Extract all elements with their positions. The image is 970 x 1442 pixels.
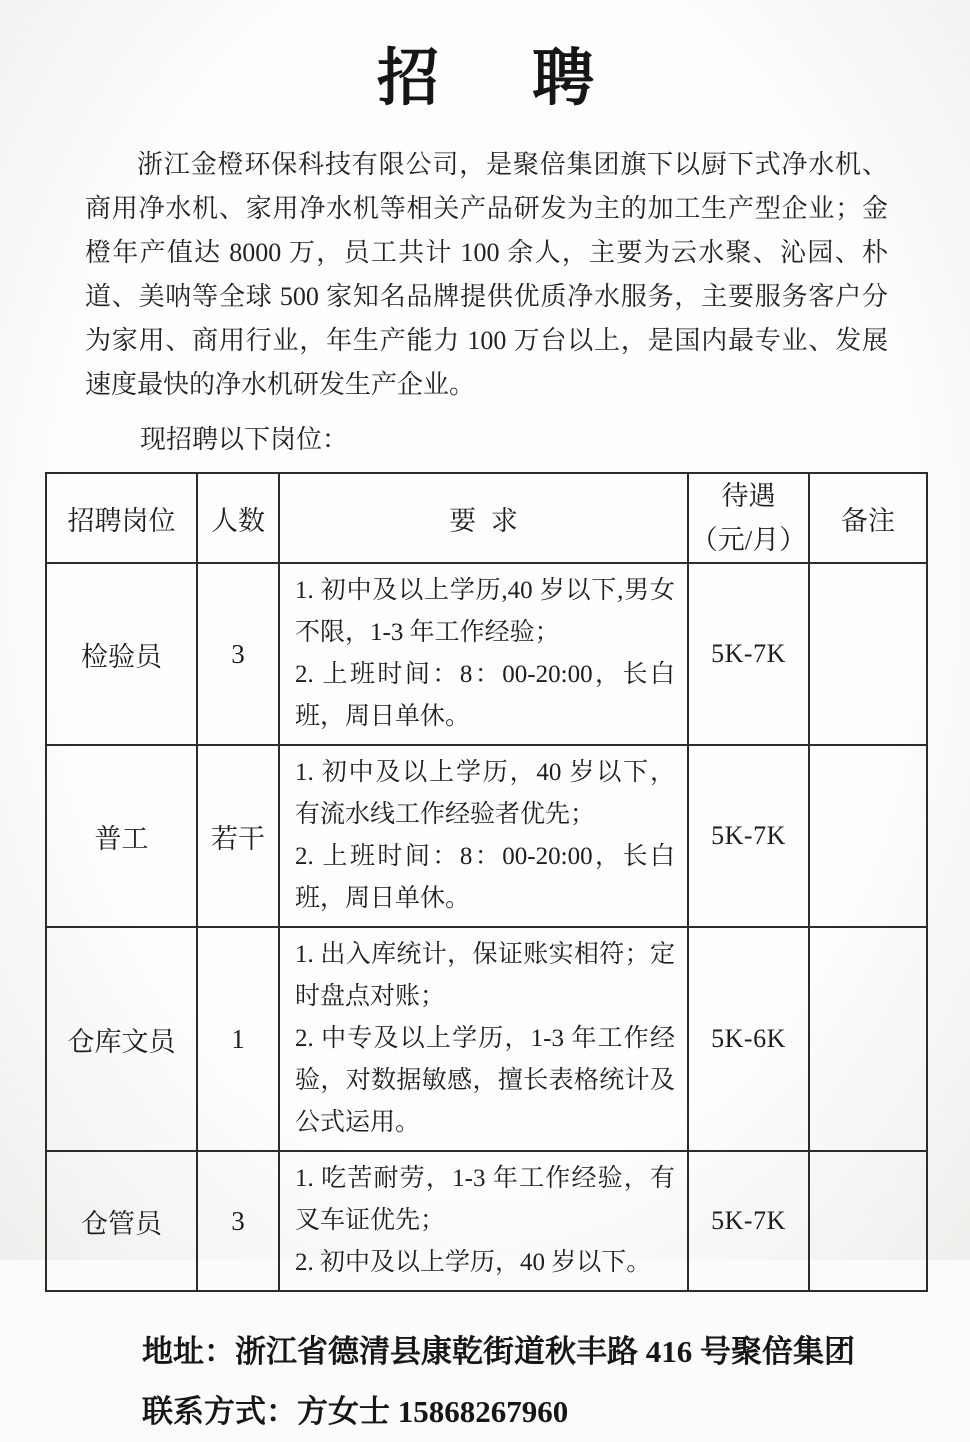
requirement-item: 2. 上班时间：8：00-20:00，长白班，周日单休。 bbox=[295, 843, 675, 912]
col-header-position: 招聘岗位 bbox=[46, 473, 197, 563]
salary-cell: 5K-7K bbox=[688, 745, 809, 927]
count-cell: 1 bbox=[197, 927, 279, 1151]
remark-cell bbox=[809, 745, 927, 927]
requirement-item: 1. 吃苦耐劳，1-3 年工作经验，有叉车证优先； bbox=[295, 1165, 675, 1234]
table-row-warehouse-keeper bbox=[46, 1151, 927, 1291]
requirement-item: 2. 初中及以上学历，40 岁以下。 bbox=[295, 1249, 652, 1276]
count-cell: 3 bbox=[197, 563, 279, 745]
position-cell: 普工 bbox=[46, 745, 197, 927]
salary-cell: 5K-6K bbox=[688, 927, 809, 1151]
position-cell: 仓管员 bbox=[46, 1151, 197, 1291]
requirements-cell bbox=[279, 563, 688, 745]
requirements-cell bbox=[279, 927, 688, 1151]
table-row-warehouse-clerk bbox=[46, 927, 927, 1151]
col-header-salary bbox=[688, 473, 809, 563]
requirement-item: 1. 初中及以上学历，40 岁以下，有流水线工作经验者优先； bbox=[295, 759, 675, 828]
requirements-cell bbox=[279, 1151, 688, 1291]
remark-cell bbox=[809, 563, 927, 745]
requirements-cell bbox=[279, 745, 688, 927]
remark-cell bbox=[809, 1151, 927, 1291]
footer-address: 地址：浙江省德清县康乾街道秋丰路 416 号聚倍集团 bbox=[142, 1334, 855, 1369]
salary-cell: 5K-7K bbox=[688, 1151, 809, 1291]
footer-contact: 联系方式：方女士 15868267960 bbox=[142, 1394, 569, 1429]
col-header-count: 人数 bbox=[197, 473, 279, 563]
requirement-item: 2. 中专及以上学历，1-3 年工作经验，对数据敏感，擅长表格统计及公式运用。 bbox=[295, 1025, 675, 1136]
footer bbox=[142, 1322, 926, 1442]
salary-header-unit: （元/月） bbox=[690, 525, 807, 555]
col-header-requirements: 要求 bbox=[279, 473, 688, 563]
page-title: 招聘 bbox=[376, 45, 687, 113]
company-intro-paragraph: 浙江金橙环保科技有限公司，是聚倍集团旗下以厨下式净水机、商用净水机、家用净水机等相关产品研发为主的加工生产型企业；金橙年产值达 8000 万，员工共计 100 余人，主要为云水聚、沁园、朴道、美呐等全球 500 家知名品牌提供优质净水服务，主要服务客户分为家用、商用行业，年生产能力 100 万台以上，是国内最专业、发展速度最快的净水机研发生产企业。 bbox=[85, 150, 888, 399]
salary-header-title: 待遇 bbox=[721, 481, 776, 511]
count-cell: 3 bbox=[197, 1151, 279, 1291]
table-header-row bbox=[46, 473, 927, 563]
requirement-item: 1. 出入库统计，保证账实相符；定时盘点对账； bbox=[295, 941, 675, 1010]
position-cell: 检验员 bbox=[46, 563, 197, 745]
requirement-item: 1. 初中及以上学历,40 岁以下,男女不限，1-3 年工作经验； bbox=[295, 577, 675, 646]
positions-intro-line: 现招聘以下岗位： bbox=[140, 425, 349, 454]
position-cell: 仓库文员 bbox=[46, 927, 197, 1151]
salary-cell: 5K-7K bbox=[688, 563, 809, 745]
table-row-inspector bbox=[46, 563, 927, 745]
table-row-general-worker bbox=[46, 745, 927, 927]
remark-cell bbox=[809, 927, 927, 1151]
requirement-item: 2. 上班时间：8：00-20:00，长白班，周日单休。 bbox=[295, 661, 675, 730]
count-cell: 若干 bbox=[197, 745, 279, 927]
col-header-remark: 备注 bbox=[809, 473, 927, 563]
recruitment-table bbox=[45, 472, 928, 1292]
